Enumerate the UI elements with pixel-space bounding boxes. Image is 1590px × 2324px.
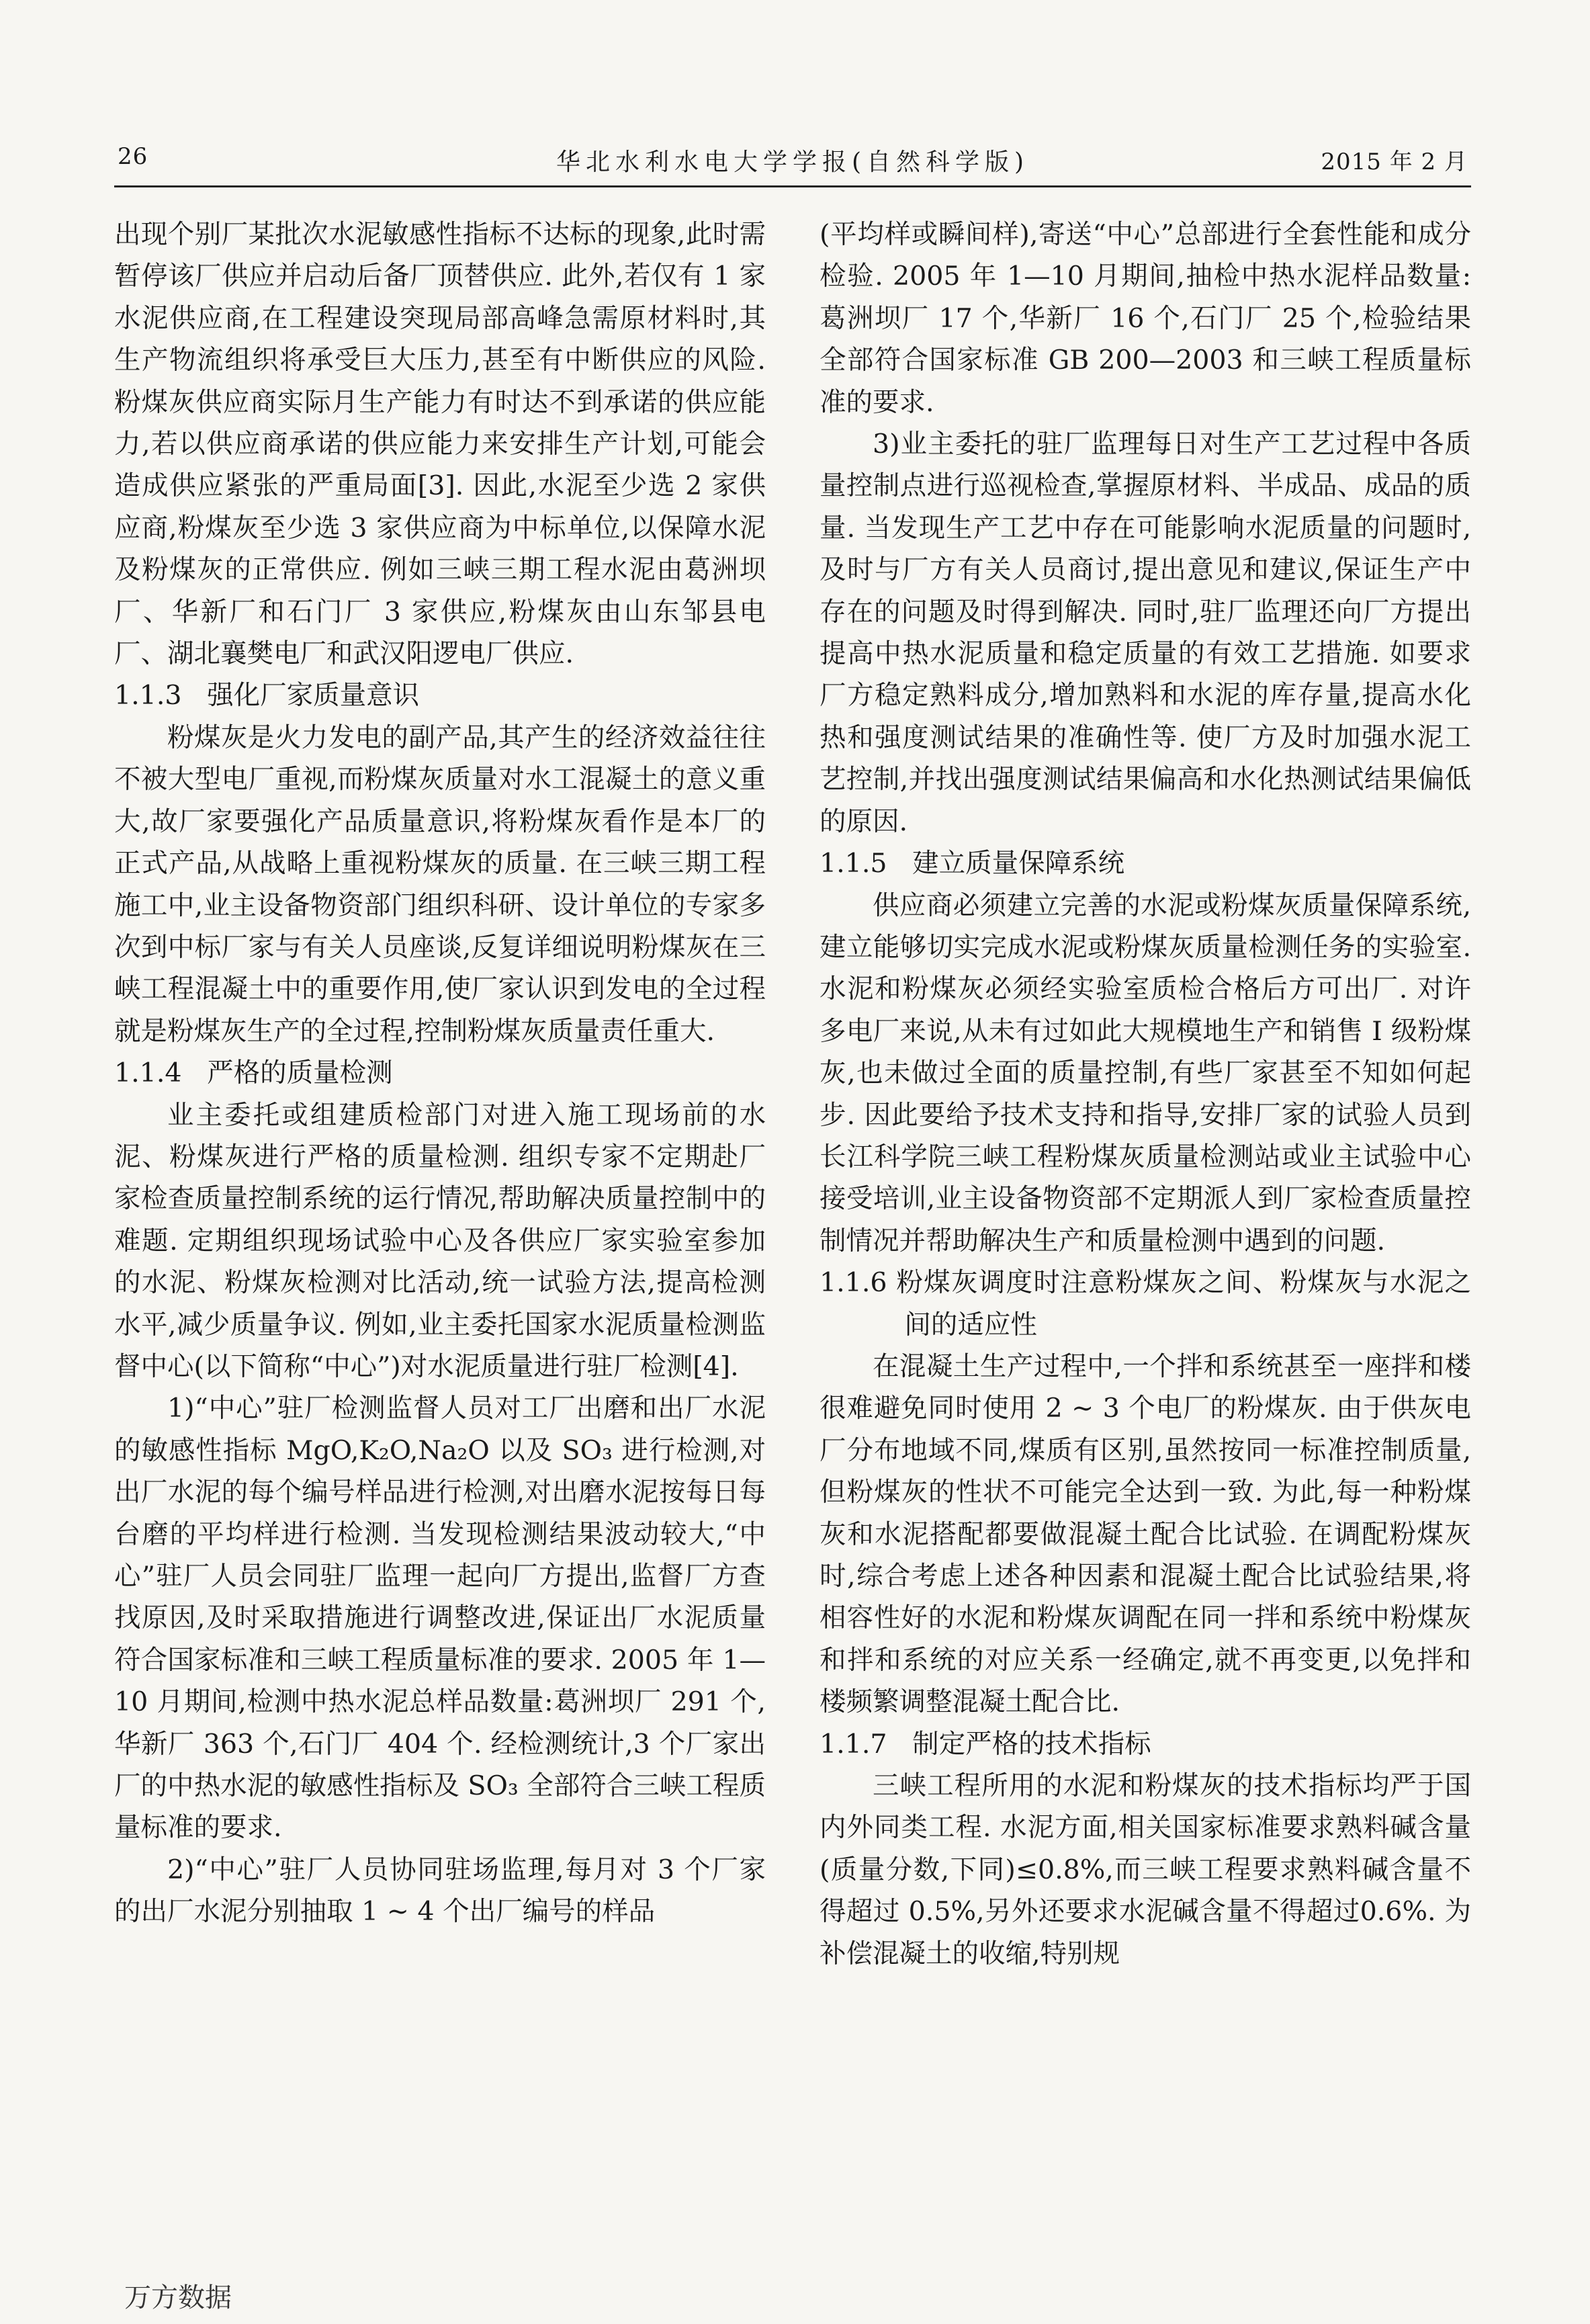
section-heading-1-1-3: 1.1.3 强化厂家质量意识	[114, 680, 420, 712]
header-rule	[114, 185, 1471, 187]
journal-title: 华北水利水电大学学报(自然科学版)	[556, 148, 1030, 176]
paragraph: 1)“中心”驻厂检测监督人员对工厂出磨和出厂水泥的敏感性指标 MgO,K₂O,Na₂O 以及 SO₃ 进行检测,对出厂水泥的每个编号样品进行检测,对出磨水泥按每日每台磨的平均样进行检测. 当发现检测结果波动较大,“中心”驻厂人员会同驻厂监理一起向厂方提出,监督厂方查找原因,及时采取措施进行调整改进,保证出厂水泥质量符合国家标准和三峡工程质量标准的要求. 2005 年 1—10 月期间,检测中热水泥总样品数量:葛洲坝厂 291 个,华新厂 363 个,石门厂 404 个. 经检测统计,3 个厂家出厂的中热水泥的敏感性指标及 SO₃ 全部符合三峡工程质量标准的要求.	[114, 1393, 766, 1844]
paragraph: 三峡工程所用的水泥和粉煤灰的技术指标均严于国内外同类工程. 水泥方面,相关国家标准要求熟料碱含量(质量分数,下同)≤0.8%,而三峡工程要求熟料碱含量不得超过 0.5%,另外还要求水泥碱含量不得超过0.6%. 为补偿混凝土的收缩,特别规	[820, 1770, 1471, 1969]
right-column	[820, 214, 1471, 1975]
section-heading-1-1-5: 1.1.5 建立质量保障系统	[820, 848, 1125, 879]
paragraph: 业主委托或组建质检部门对进入施工现场前的水泥、粉煤灰进行严格的质量检测. 组织专家不定期赴厂家检查质量控制系统的运行情况,帮助解决质量控制中的难题. 定期组织现场试验中心及各供应厂家实验室参加的水泥、粉煤灰检测对比活动,统一试验方法,提高检测水平,减少质量争议. 例如,业主委托国家水泥质量检测监督中心(以下简称“中心”)对水泥质量进行驻厂检测[4].	[114, 1099, 766, 1382]
left-column	[114, 214, 766, 1933]
paragraph: 在混凝土生产过程中,一个拌和系统甚至一座拌和楼很难避免同时使用 2 ~ 3 个电厂的粉煤灰. 由于供灰电厂分布地域不同,煤质有区别,虽然按同一标准控制质量,但粉煤灰的性状不可能完全达到一致. 为此,每一种粉煤灰和水泥搭配都要做混凝土配合比试验. 在调配粉煤灰时,综合考虑上述各种因素和混凝土配合比试验结果,将相容性好的水泥和粉煤灰调配在同一拌和系统中粉煤灰和拌和系统的对应关系一经确定,就不再变更,以免拌和楼频繁调整混凝土配合比.	[820, 1350, 1471, 1718]
paragraph: 粉煤灰是火力发电的副产品,其产生的经济效益往往不被大型电厂重视,而粉煤灰质量对水工混凝土的意义重大,故厂家要强化产品质量意识,将粉煤灰看作是本厂的正式产品,从战略上重视粉煤灰的质量. 在三峡三期工程施工中,业主设备物资部门组织科研、设计单位的专家多次到中标厂家与有关人员座谈,反复详细说明粉煤灰在三峡工程混凝土中的重要作用,使厂家认识到发电的全过程就是粉煤灰生产的全过程,控制粉煤灰质量责任重大.	[114, 722, 766, 1047]
paragraph: (平均样或瞬间样),寄送“中心”总部进行全套性能和成分检验. 2005 年 1—10 月期间,抽检中热水泥样品数量:葛洲坝厂 17 个,华新厂 16 个,石门厂 25 个,检验结果全部符合国家标准 GB 200—2003 和三峡工程质量标准的要求.	[820, 219, 1471, 418]
source-watermark: 万方数据	[124, 2282, 232, 2313]
section-heading-1-1-6: 1.1.6 粉煤灰调度时注意粉煤灰之间、粉煤灰与水泥之间的适应性	[820, 1267, 1471, 1340]
section-heading-1-1-7: 1.1.7 制定严格的技术指标	[820, 1728, 1151, 1760]
page-header	[118, 138, 1468, 178]
paragraph: 供应商必须建立完善的水泥或粉煤灰质量保障系统,建立能够切实完成水泥或粉煤灰质量检测任务的实验室. 水泥和粉煤灰必须经实验室质检合格后方可出厂. 对许多电厂来说,从未有过如此大规模地生产和销售 Ⅰ 级粉煤灰,也未做过全面的质量控制,有些厂家甚至不知如何起步. 因此要给予技术支持和指导,安排厂家的试验人员到长江科学院三峡工程粉煤灰质量检测站或业主试验中心接受培训,业主设备物资部不定期派人到厂家检查质量控制情况并帮助解决生产和质量检测中遇到的问题.	[820, 890, 1471, 1256]
paragraph: 3)业主委托的驻厂监理每日对生产工艺过程中各质量控制点进行巡视检查,掌握原材料、半成品、成品的质量. 当发现生产工艺中存在可能影响水泥质量的问题时,及时与厂方有关人员商讨,提出意见和建议,保证生产中存在的问题及时得到解决. 同时,驻厂监理还向厂方提出提高中热水泥质量和稳定质量的有效工艺措施. 如要求厂方稳定熟料成分,增加熟料和水泥的库存量,提高水化热和强度测试结果的准确性等. 使厂方及时加强水泥工艺控制,并找出强度测试结果偏高和水化热测试结果偏低的原因.	[820, 429, 1471, 837]
section-heading-1-1-4: 1.1.4 严格的质量检测	[114, 1058, 393, 1089]
paragraph: 2)“中心”驻厂人员协同驻场监理,每月对 3 个厂家的出厂水泥分别抽取 1 ~ 4 个出厂编号的样品	[114, 1854, 766, 1928]
page-number: 26	[118, 143, 148, 170]
paragraph: 出现个别厂某批次水泥敏感性指标不达标的现象,此时需暂停该厂供应并启动后备厂顶替供应. 此外,若仅有 1 家水泥供应商,在工程建设突现局部高峰急需原材料时,其生产物流组织将承受巨大压力,甚至有中断供应的风险. 粉煤灰供应商实际月生产能力有时达不到承诺的供应能力,若以供应商承诺的供应能力来安排生产计划,可能会造成供应紧张的严重局面[3]. 因此,水泥至少选 2 家供应商,粉煤灰至少选 3 家供应商为中标单位,以保障水泥及粉煤灰的正常供应. 例如三峡三期工程水泥由葛洲坝厂、华新厂和石门厂 3 家供应,粉煤灰由山东邹县电厂、湖北襄樊电厂和武汉阳逻电厂供应.	[114, 219, 766, 670]
issue-date: 2015 年 2 月	[1321, 148, 1468, 175]
